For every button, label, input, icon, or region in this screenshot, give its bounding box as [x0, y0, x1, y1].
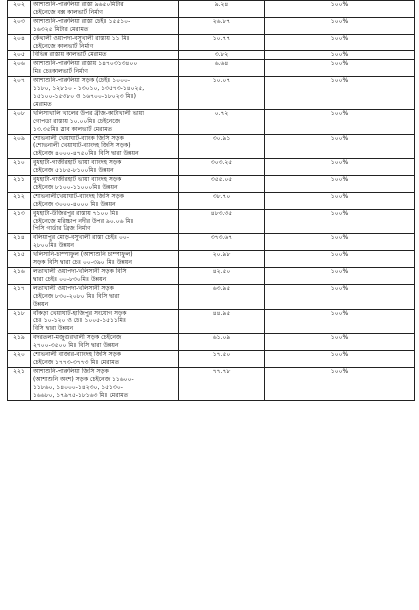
progress-percent-cell: ১০০% [265, 284, 415, 309]
progress-percent-cell: ১০০% [265, 51, 415, 60]
description-line: ১১৮০, ১২৮১০ - ১৩০১০, ১৩৫৭৩-১৪০২৫, [33, 85, 145, 93]
work-description-cell [31, 1, 179, 18]
description-line: চেইনেজ ১৭৭৩-৩৭৭৩ মিঃ মেরামত [33, 358, 120, 366]
description-line: বদরতলা-মজুগুরখালী সড়ক চেইনেজ [33, 334, 122, 342]
progress-percent-cell: ১০০% [265, 34, 415, 51]
amount-cell: ২০.৯৮ [179, 251, 265, 268]
progress-percent-cell: ১০০% [265, 176, 415, 193]
work-description-cell [31, 351, 179, 368]
description-line: ১৩.৩৫মিঃ স্লাব কালভার্ট মেরামত [33, 125, 113, 133]
table-row [8, 60, 415, 77]
progress-percent-cell: ১০০% [265, 334, 415, 351]
work-description-cell [31, 134, 179, 159]
work-description-cell [31, 159, 179, 176]
description-line: আশাশুনি-পারুলিয়া সড়ক (চেইঃ ১০০০- [33, 77, 131, 85]
serial-number-cell: ২১৯ [8, 334, 31, 351]
progress-percent-cell: ১০০% [265, 1, 415, 18]
serial-number-cell: ২১৫ [8, 251, 31, 268]
progress-percent-cell: ১০০% [265, 134, 415, 159]
description-line: লতাখালী ওয়াপদা-খলিসানী সড়ক [33, 284, 114, 292]
table-row [8, 134, 415, 159]
work-description-cell [31, 51, 179, 60]
serial-number-cell: ২০৪ [8, 34, 31, 51]
progress-percent-cell: ১০০% [265, 209, 415, 234]
table-row [8, 309, 415, 334]
description-line: খলিসাখালি খালের উপর ব্রীজ-কাটাখালী ভায়া [33, 109, 145, 117]
progress-percent-cell: ১০০% [265, 192, 415, 209]
amount-cell: ৪২.৫০ [179, 268, 265, 285]
description-line: চেইনেজে মরিচ্চাপ নদীর উপর ৯০.০৬ মিঃ [33, 217, 134, 225]
description-line: চেইনেজে বক্স কালভার্ট নির্মাণ [33, 8, 103, 16]
work-description-cell [31, 17, 179, 34]
description-line: (শোভনালী খেয়াঘাট-ব্যাংদহ জিসি সড়ক) [33, 142, 131, 150]
amount-cell: ১৭.৫০ [179, 351, 265, 368]
amount-cell: ৭৭.৭৮ [179, 367, 265, 400]
amount-cell: ৩৮.৭০ [179, 192, 265, 209]
description-line: আশাশুনি-পারুলিয়া জিসি সড়ক [33, 367, 109, 375]
work-description-cell [31, 60, 179, 77]
description-line: লতাখালী ওয়াপদা-খলিসানী সড়ক বিসি [33, 268, 127, 275]
amount-cell: ৪৪.৯৫ [179, 309, 265, 334]
description-line: খলিসানি-চাম্পাফুল (আশাশুনি চাম্পাফুল) [33, 251, 133, 259]
amount-cell: ৩০৩.২৫ [179, 159, 265, 176]
description-line: ২৮০০মিঃ উন্নয়ন [33, 242, 74, 250]
serial-number-cell: ২২১ [8, 367, 31, 400]
table-row [8, 209, 415, 234]
serial-number-cell: ২০৯ [8, 134, 31, 159]
work-description-cell [31, 77, 179, 110]
description-line: বলিয়াপুর মোড়-বসুখালী রাস্তা চেইঃ ০০- [33, 234, 129, 242]
description-line: সড়ক বিসি দ্বারা চেঃ ০০-৩৯০ মিঃ উন্নয়ন [33, 259, 132, 267]
serial-number-cell: ২১১ [8, 176, 31, 193]
amount-cell: ৪৮৩.৩৫ [179, 209, 265, 234]
amount-cell: ৩.৮২ [179, 51, 265, 60]
amount-cell: ৬.৬৪ [179, 60, 265, 77]
description-line: চেইনেজ ৫১৮৫-৮১০০মিঃ উন্নয়ন [33, 167, 114, 175]
table-row [8, 77, 415, 110]
description-line: চেইনেজে কালভার্ট নির্মাণ [33, 42, 94, 50]
description-line: চেইনেজ ৮১০০-১১০০০মিঃ উন্নয়ন [33, 183, 118, 191]
work-progress-table [7, 0, 415, 401]
description-line: (আশাশুনি অংশ) সড়ক চেইনেজ ১১৬০০- [33, 375, 134, 383]
serial-number-cell: ২০২ [8, 1, 31, 18]
description-line: বুধহাটা-গাজীরহাট ভায়া ব্যাংদহ সড়ক [33, 176, 122, 184]
description-line: ২৭০০-৩৫০০ মিঃ বিসি দ্বারা উন্নয়ন [33, 342, 119, 350]
table-row [8, 284, 415, 309]
table-row [8, 109, 415, 134]
table-row [8, 251, 415, 268]
work-description-cell [31, 176, 179, 193]
amount-cell: ৩৭৩.৬৭ [179, 234, 265, 251]
table-row [8, 1, 415, 18]
description-line: মিঃ চেঃকালভার্ট নির্মাণ [33, 68, 88, 76]
amount-cell: ০.৭২ [179, 109, 265, 134]
progress-percent-cell: ১০০% [265, 17, 415, 34]
table-row [8, 17, 415, 34]
work-description-cell [31, 268, 179, 285]
description-line: শোভনালী বাজার-ব্যাংদহ জিসি সড়ক [33, 351, 121, 359]
amount-cell: ৬১.০৯ [179, 334, 265, 351]
description-line: বিসি দ্বারা উন্নয়ন [33, 325, 74, 333]
progress-percent-cell: ১০০% [265, 159, 415, 176]
work-description-cell [31, 284, 179, 309]
description-line: উন্নয়ন [33, 300, 49, 308]
work-description-cell [31, 234, 179, 251]
serial-number-cell: ২০৩ [8, 17, 31, 34]
table-row [8, 192, 415, 209]
description-line: গোপডা রাস্তায় ১০.০০মিঃ চেইনেজে [33, 117, 121, 125]
description-line: আশাশুনি-পারুলিয়া রাস্তায় ১৪৭০৩১৩৪০০ [33, 60, 138, 68]
amount-cell: ৯.২৪ [179, 1, 265, 18]
table-row [8, 51, 415, 60]
table-row [8, 176, 415, 193]
serial-number-cell: ২১২ [8, 192, 31, 209]
work-description-cell [31, 309, 179, 334]
amount-cell: ১০.৭৭ [179, 34, 265, 51]
table-row [8, 34, 415, 51]
serial-number-cell: ২১৭ [8, 284, 31, 309]
amount-cell: ৩৫৫.০৫ [179, 176, 265, 193]
description-line: শোভনালী খেয়াঘাট-ব্যাংক জিসি সড়ক [33, 134, 124, 142]
description-line: ১৬৩২৫ মিটার মেরামত [33, 25, 89, 33]
serial-number-cell: ২০৬ [8, 60, 31, 77]
serial-number-cell: ২০৮ [8, 109, 31, 134]
description-line: চেইনেজ ৪০০০-৪৭৫০মিঃ বিসি দ্বারা উন্নয়ন [33, 150, 139, 158]
work-description-cell [31, 209, 179, 234]
serial-number-cell: ২২০ [8, 351, 31, 368]
description-line: আশাশুনি-পারুলিয়া রাস্তা চেইঃ ১৫৫১০- [33, 17, 131, 25]
table-row [8, 367, 415, 400]
progress-percent-cell: ১০০% [265, 251, 415, 268]
description-line: বাঁকড়া খেয়াঘাট-হাজিপুর সংযোগ সড়ক [33, 309, 127, 317]
amount-cell: ২৬.৮৭ [179, 17, 265, 34]
description-line: বিভিন্ন রাস্তায় কালভার্ট মেরামত [33, 51, 107, 59]
table-row [8, 351, 415, 368]
table-row [8, 159, 415, 176]
amount-cell: ১০.০৭ [179, 77, 265, 110]
description-line: পিসি গার্ডার ব্রিজ নির্মাণ [33, 225, 91, 233]
serial-number-cell: ২১৬ [8, 268, 31, 285]
work-description-cell [31, 192, 179, 209]
description-line: ১৬৬৮০, ১৭৯৭৫-১৮১৬৩ মিঃ মেরামত [33, 391, 129, 399]
description-line: আশাশুনি-পারুলিয়া রাস্তা ৯৬৫০মিটার [33, 1, 124, 8]
work-description-cell [31, 334, 179, 351]
table-row [8, 334, 415, 351]
description-line: মেরামত [33, 100, 52, 108]
table-row [8, 268, 415, 285]
serial-number-cell: ২১০ [8, 159, 31, 176]
description-line: বুধহাটা-গাজীরহাট ভায়া ব্যাংদহ সড়ক [33, 159, 122, 167]
description-line: ১৫১০০-১৫৩৮০ ও ১৬৭০০-১৮০২৩ মিঃ) [33, 92, 137, 100]
description-line: শোভনালীখেয়াঘাট-ব্যাংদহ জিসি সড়ক [33, 192, 124, 200]
progress-percent-cell: ১০০% [265, 309, 415, 334]
amount-cell: ৬৩.৯৫ [179, 284, 265, 309]
description-line: চেইনেজ ৩০০০-৪০০০ মিঃ উন্নয়ন [33, 200, 116, 208]
table-body [8, 1, 415, 401]
progress-percent-cell: ১০০% [265, 234, 415, 251]
table-row [8, 234, 415, 251]
serial-number-cell: ২১৩ [8, 209, 31, 234]
description-line: বুধহাটা-উজিরপুর রাস্তায় ৭১০০ মিঃ [33, 209, 119, 217]
serial-number-cell: ২১৮ [8, 309, 31, 334]
work-description-cell [31, 109, 179, 134]
work-description-cell [31, 251, 179, 268]
progress-percent-cell: ১০০% [265, 367, 415, 400]
serial-number-cell: ২১৪ [8, 234, 31, 251]
progress-percent-cell: ১০০% [265, 109, 415, 134]
progress-percent-cell: ১০০% [265, 60, 415, 77]
description-line: চেঃ ১০-১২০ ও চেঃ ১০০৫-১৫১১মিঃ [33, 317, 127, 325]
amount-cell: ৩০.৯১ [179, 134, 265, 159]
description-line: ১১৮৬০, ১৪০০০-১৪২৩০, ১৫১৩০- [33, 383, 123, 391]
work-description-cell [31, 34, 179, 51]
progress-percent-cell: ১০০% [265, 351, 415, 368]
progress-percent-cell: ১০০% [265, 268, 415, 285]
description-line: কেঁথালী ওয়াপদা-বসুখালী রাস্তায় ১১ মিঃ [33, 34, 130, 42]
progress-percent-cell: ১০০% [265, 77, 415, 110]
description-line: চেইনেজ ৮৩০-২০৮০ মিঃ বিসি দ্বারা [33, 292, 120, 300]
serial-number-cell: ২০৭ [8, 77, 31, 110]
work-description-cell [31, 367, 179, 400]
description-line: দ্বারা চেইঃ ০০-৮৩০মিঃ উন্নয়ন [33, 275, 107, 283]
serial-number-cell: ২০৫ [8, 51, 31, 60]
